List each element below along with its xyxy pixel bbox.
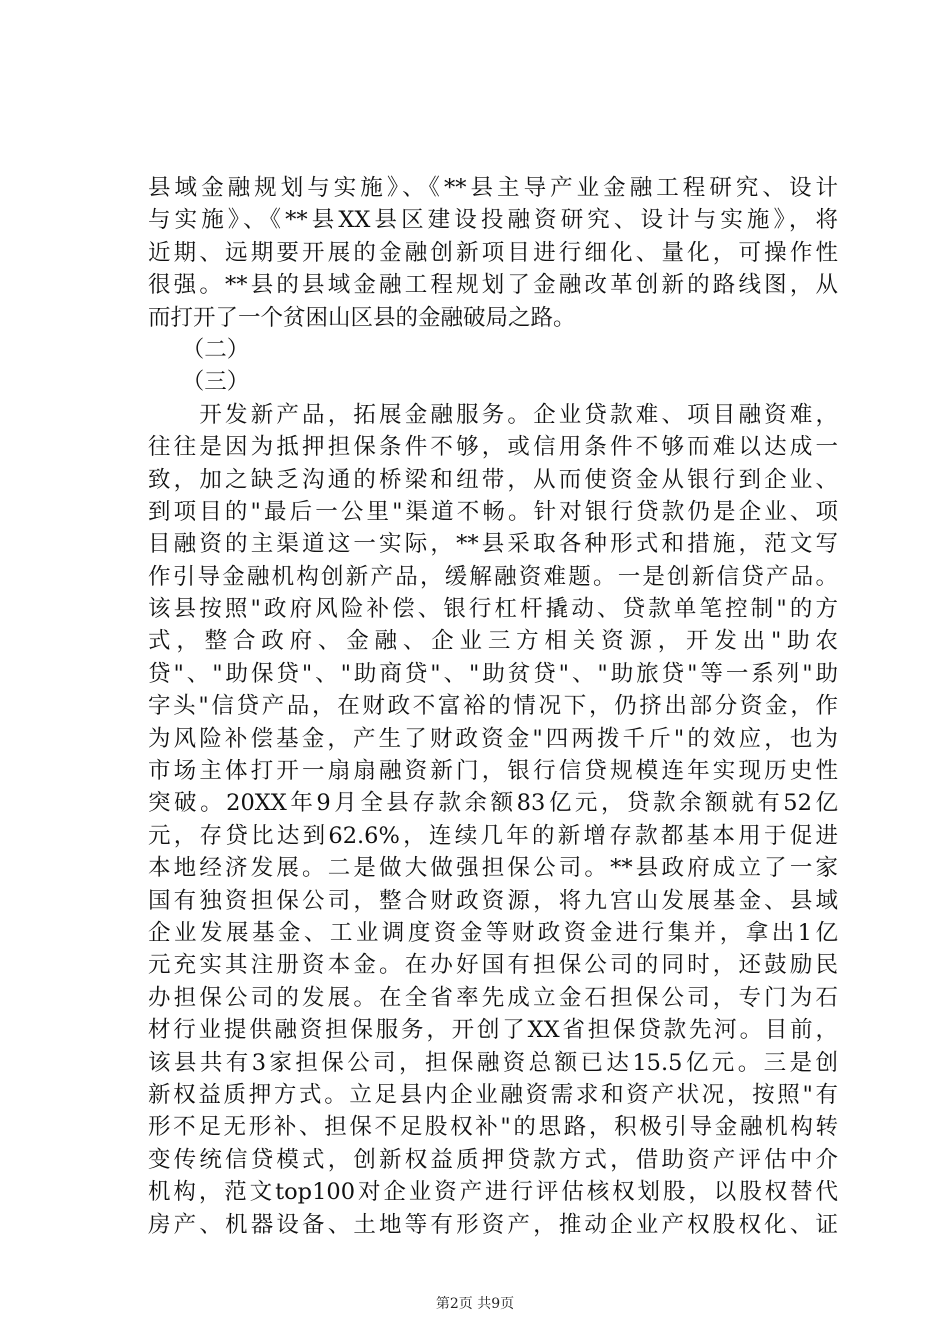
text-line: 很强。**县的县域金融工程规划了金融改革创新的路线图，从 xyxy=(148,272,838,299)
text-line: 元充实其注册资本金。在办好国有担保公司的同时，还鼓励民 xyxy=(148,952,838,979)
text-line: 国有独资担保公司，整合财政资源，将九宫山发展基金、县域 xyxy=(148,887,838,914)
text-line: 与实施》、《**县XX县区建设投融资研究、设计与实施》，将 xyxy=(148,207,838,234)
text-line: 而打开了一个贫困山区县的金融破局之路。 xyxy=(148,304,576,331)
text-line: 市场主体打开一扇扇融资新门，银行信贷规模连年实现历史性 xyxy=(148,758,838,785)
text-line: 材行业提供融资担保服务，开创了XX省担保贷款先河。目前， xyxy=(148,1017,838,1044)
text-line: 企业发展基金、工业调度资金等财政资金进行集并，拿出1亿 xyxy=(148,919,838,946)
text-line: 往往是因为抵押担保条件不够，或信用条件不够而难以达成一 xyxy=(148,434,838,461)
text-line: 房产、机器设备、土地等有形资产，推动企业产权股权化、证 xyxy=(148,1211,838,1238)
text-line: 突破。20XX年9月全县存款余额83亿元，贷款余额就有52亿 xyxy=(148,790,838,817)
text-line: 到项目的"最后一公里"渠道不畅。针对银行贷款仍是企业、项 xyxy=(148,498,838,525)
text-line: 作引导金融机构创新产品，缓解融资难题。一是创新信贷产品。 xyxy=(148,563,838,590)
text-line: 元，存贷比达到62.6%，连续几年的新增存款都基本用于促进 xyxy=(148,822,838,849)
text-line: 该县共有3家担保公司，担保融资总额已达15.5亿元。三是创 xyxy=(148,1049,838,1076)
text-line: 致，加之缺乏沟通的桥梁和纽带，从而使资金从银行到企业、 xyxy=(148,466,838,493)
text-line: 办担保公司的发展。在全省率先成立金石担保公司，专门为石 xyxy=(148,984,838,1011)
text-line: 为风险补偿基金，产生了财政资金"四两拨千斤"的效应，也为 xyxy=(148,725,838,752)
text-line: 县域金融规划与实施》、《**县主导产业金融工程研究、设计 xyxy=(148,175,838,201)
text-line: 新权益质押方式。立足县内企业融资需求和资产状况，按照"有 xyxy=(148,1081,838,1108)
text-line: 式，整合政府、金融、企业三方相关资源，开发出"助农 xyxy=(148,628,838,655)
text-line: 该县按照"政府风险补偿、银行杠杆撬动、贷款单笔控制"的方 xyxy=(148,596,838,623)
document-body xyxy=(148,172,838,1241)
text-line: （二） xyxy=(148,336,250,363)
text-line: 本地经济发展。二是做大做强担保公司。**县政府成立了一家 xyxy=(148,855,838,882)
text-line: （三） xyxy=(148,369,250,396)
text-line: 变传统信贷模式，创新权益质押贷款方式，借助资产评估中介 xyxy=(148,1146,838,1173)
page-footer: 第2页 共9页 xyxy=(435,1296,515,1312)
text-line: 字头"信贷产品，在财政不富裕的情况下，仍挤出部分资金，作 xyxy=(148,693,838,720)
text-line: 开发新产品，拓展金融服务。企业贷款难、项目融资难， xyxy=(148,401,838,428)
text-line: 贷"、"助保贷"、"助商贷"、"助贫贷"、"助旅贷"等一系列"助 xyxy=(148,660,838,687)
text-line: 形不足无形补、担保不足股权补"的思路，积极引导金融机构转 xyxy=(148,1114,838,1141)
text-line: 机构，范文top100对企业资产进行评估核权划股，以股权替代 xyxy=(148,1179,838,1206)
text-line: 近期、远期要开展的金融创新项目进行细化、量化，可操作性 xyxy=(148,239,838,266)
text-line: 目融资的主渠道这一实际，**县采取各种形式和措施，范文写 xyxy=(148,531,838,558)
